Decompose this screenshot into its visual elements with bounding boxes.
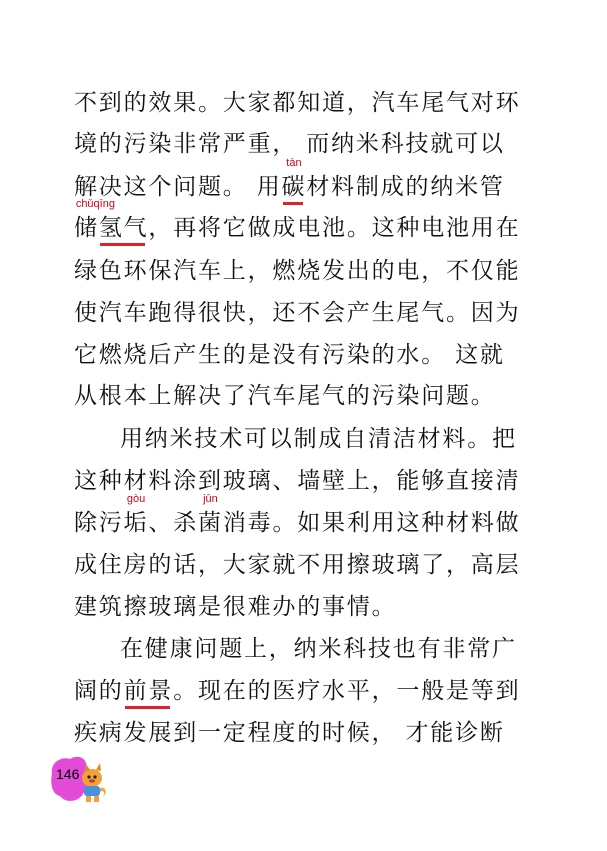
- pinyin-annotation: gòu: [126, 493, 146, 505]
- text-segment: 消毒。如果利用这种材料做: [222, 510, 521, 536]
- pinyin-annotation: tàn: [286, 157, 302, 169]
- vocab-char: 碳: [281, 174, 307, 200]
- page-number: 146: [56, 766, 80, 782]
- text-segment: 阔的: [74, 678, 124, 704]
- text-line: [74, 676, 521, 706]
- text-line: 在健康问题上，纳米科技也有非常广: [120, 636, 517, 662]
- text-segment: 。现在的医疗水平，一般是等到: [173, 678, 521, 704]
- text-segment: 材料制成的纳米管: [306, 174, 505, 200]
- vocab-char: 垢: [123, 510, 149, 536]
- text-line: 成住房的话，大家就不用擦玻璃了，高层: [74, 552, 521, 578]
- pinyin-annotation: jūn: [203, 493, 218, 505]
- vocab-word-qianjing: 前景: [123, 678, 174, 704]
- text-line: [74, 198, 521, 243]
- text-line: 疾病发展到一定程度的时候， 才能诊断: [74, 720, 505, 746]
- vocab-word-gou: [123, 493, 149, 538]
- vocab-word-tan: [281, 157, 307, 202]
- pinyin-annotation: chǔqīng: [75, 198, 115, 210]
- page-number-badge: [48, 752, 112, 810]
- text-segment: 、杀: [148, 510, 199, 536]
- vocab-char: 菌: [198, 510, 223, 536]
- text-segment: 储: [74, 215, 99, 241]
- text-line: 使汽车跑得很快，还不会产生尾气。因为: [74, 300, 521, 326]
- text-segment: 除污: [74, 510, 124, 536]
- text-line: 境的污染非常严重， 而纳米科技就可以: [74, 131, 505, 157]
- vocab-word-qingqi: [75, 198, 149, 243]
- vocab-char: 氢气: [98, 215, 149, 241]
- text-segment: ，再将它做成电池。这种电池用在: [148, 215, 521, 241]
- text-line: 建筑擦玻璃是很难办的事情。: [74, 594, 397, 620]
- text-line: 从根本上解决了汽车尾气的污染问题。: [74, 383, 496, 409]
- text-line: 绿色环保汽车上，燃烧发出的电，不仅能: [74, 258, 521, 284]
- text-line: 这种材料涂到玻璃、墙壁上，能够直接清: [74, 468, 521, 494]
- text-segment: 解决这个问题。 用: [74, 174, 282, 200]
- vocab-word-jun: [198, 493, 223, 538]
- text-line: 它燃烧后产生的是没有污染的水。 这就: [74, 342, 505, 368]
- text-line: [74, 493, 521, 538]
- text-line: [74, 157, 514, 202]
- text-line: 用纳米技术可以制成自清洁材料。把: [120, 426, 517, 452]
- text-line: 不到的效果。大家都知道，汽车尾气对环: [74, 90, 521, 116]
